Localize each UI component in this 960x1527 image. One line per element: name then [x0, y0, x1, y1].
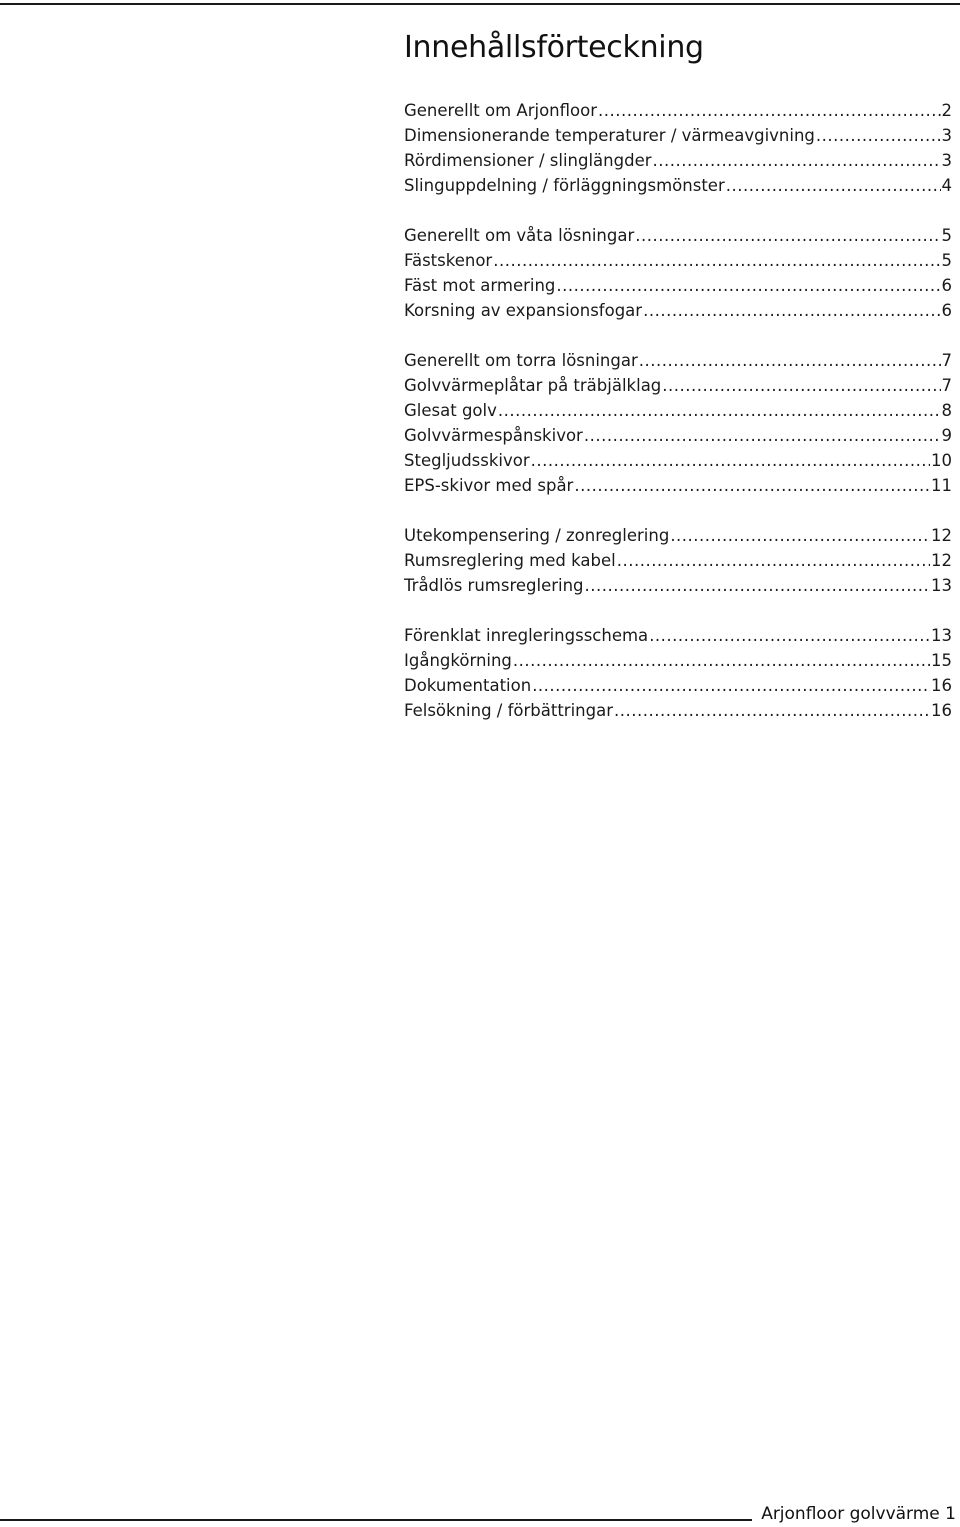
- toc-entry[interactable]: [404, 448, 952, 473]
- dot-leader: [574, 473, 930, 498]
- toc-entry-label: Generellt om våta lösningar: [404, 226, 635, 245]
- toc-entry[interactable]: [404, 673, 952, 698]
- toc-entry[interactable]: [404, 348, 952, 373]
- toc-entry-page-number: 12: [931, 526, 952, 545]
- toc-entry-page-number: 6: [941, 301, 952, 320]
- dot-leader: [649, 623, 930, 648]
- dot-leader: [635, 223, 940, 248]
- toc-entry-label: Trådlös rumsreglering: [404, 576, 584, 595]
- dot-leader: [598, 98, 941, 123]
- toc-entry-label: Golvvärmespånskivor: [404, 426, 583, 445]
- dot-leader: [498, 398, 941, 423]
- top-rule: [0, 3, 960, 5]
- toc-entry-page-number: 16: [931, 701, 952, 720]
- toc-entry-page-number: 11: [931, 476, 952, 495]
- toc-entry-page-number: 16: [931, 676, 952, 695]
- dot-leader: [816, 123, 941, 148]
- toc-entry-page-number: 15: [931, 651, 952, 670]
- toc-entry[interactable]: [404, 223, 952, 248]
- toc-entry-label: Förenklat inregleringsschema: [404, 626, 649, 645]
- dot-leader: [584, 423, 941, 448]
- toc-entry-label: Stegljudsskivor: [404, 451, 530, 470]
- toc-groups: [404, 98, 952, 723]
- toc-entry-label: Generellt om Arjonfloor: [404, 101, 597, 120]
- toc-entry[interactable]: [404, 123, 952, 148]
- toc-entry-page-number: 10: [931, 451, 952, 470]
- dot-leader: [643, 298, 940, 323]
- dot-leader: [614, 698, 930, 723]
- toc-entry[interactable]: [404, 473, 952, 498]
- toc-entry-page-number: 2: [941, 101, 952, 120]
- toc-group: [404, 98, 952, 198]
- dot-leader: [556, 273, 940, 298]
- toc-entry-page-number: 12: [931, 551, 952, 570]
- dot-leader: [493, 248, 940, 273]
- dot-leader: [585, 573, 930, 598]
- toc-entry[interactable]: [404, 98, 952, 123]
- dot-leader: [532, 673, 930, 698]
- toc-entry[interactable]: [404, 398, 952, 423]
- toc-entry-label: Dokumentation: [404, 676, 532, 695]
- toc-entry-label: Utekompensering / zonreglering: [404, 526, 670, 545]
- toc-group: [404, 223, 952, 323]
- dot-leader: [513, 648, 930, 673]
- toc-entry-page-number: 7: [941, 376, 952, 395]
- toc-entry-page-number: 9: [941, 426, 952, 445]
- toc-entry-label: Glesat golv: [404, 401, 497, 420]
- toc-entry[interactable]: [404, 698, 952, 723]
- toc-entry-page-number: 3: [941, 151, 952, 170]
- dot-leader: [639, 348, 941, 373]
- toc-group: [404, 623, 952, 723]
- toc-entry-page-number: 13: [931, 576, 952, 595]
- toc-group: [404, 348, 952, 498]
- toc-entry[interactable]: [404, 548, 952, 573]
- toc-entry-page-number: 7: [941, 351, 952, 370]
- dot-leader: [670, 523, 930, 548]
- toc-entry[interactable]: [404, 298, 952, 323]
- toc-entry-label: Fästskenor: [404, 251, 493, 270]
- toc-entry-page-number: 6: [941, 276, 952, 295]
- toc-entry[interactable]: [404, 648, 952, 673]
- toc-entry-page-number: 4: [941, 176, 952, 195]
- toc-entry[interactable]: [404, 373, 952, 398]
- toc-entry-label: Golvvärmeplåtar på träbjälklag: [404, 376, 662, 395]
- toc-entry[interactable]: [404, 173, 952, 198]
- toc-entry-page-number: 8: [941, 401, 952, 420]
- toc-entry-label: Korsning av expansionsfogar: [404, 301, 643, 320]
- dot-leader: [726, 173, 941, 198]
- toc-entry[interactable]: [404, 148, 952, 173]
- toc-entry-label: Igångkörning: [404, 651, 512, 670]
- toc-entry[interactable]: [404, 573, 952, 598]
- toc-group: [404, 523, 952, 598]
- toc-entry[interactable]: [404, 273, 952, 298]
- table-of-contents: [404, 26, 952, 748]
- toc-entry-page-number: 3: [941, 126, 952, 145]
- dot-leader: [617, 548, 930, 573]
- toc-entry[interactable]: [404, 623, 952, 648]
- toc-entry[interactable]: [404, 423, 952, 448]
- toc-entry-label: Dimensionerande temperaturer / värmeavgivning: [404, 126, 815, 145]
- footer-text: Arjonfloor golvvärme 1: [761, 1504, 956, 1524]
- toc-entry-label: Slinguppdelning / förläggningsmönster: [404, 176, 725, 195]
- toc-entry[interactable]: [404, 248, 952, 273]
- dot-leader: [653, 148, 941, 173]
- footer-rule: [0, 1519, 752, 1521]
- toc-entry-page-number: 5: [941, 226, 952, 245]
- toc-entry-label: Felsökning / förbättringar: [404, 701, 613, 720]
- toc-entry-label: Rumsreglering med kabel: [404, 551, 616, 570]
- toc-entry-label: Fäst mot armering: [404, 276, 556, 295]
- page-title: Innehållsförteckning: [404, 30, 704, 65]
- dot-leader: [531, 448, 930, 473]
- toc-entry-label: EPS-skivor med spår: [404, 476, 574, 495]
- toc-entry[interactable]: [404, 523, 952, 548]
- toc-entry-label: Generellt om torra lösningar: [404, 351, 638, 370]
- toc-entry-page-number: 13: [931, 626, 952, 645]
- dot-leader: [662, 373, 940, 398]
- toc-entry-page-number: 5: [941, 251, 952, 270]
- toc-entry-label: Rördimensioner / slinglängder: [404, 151, 652, 170]
